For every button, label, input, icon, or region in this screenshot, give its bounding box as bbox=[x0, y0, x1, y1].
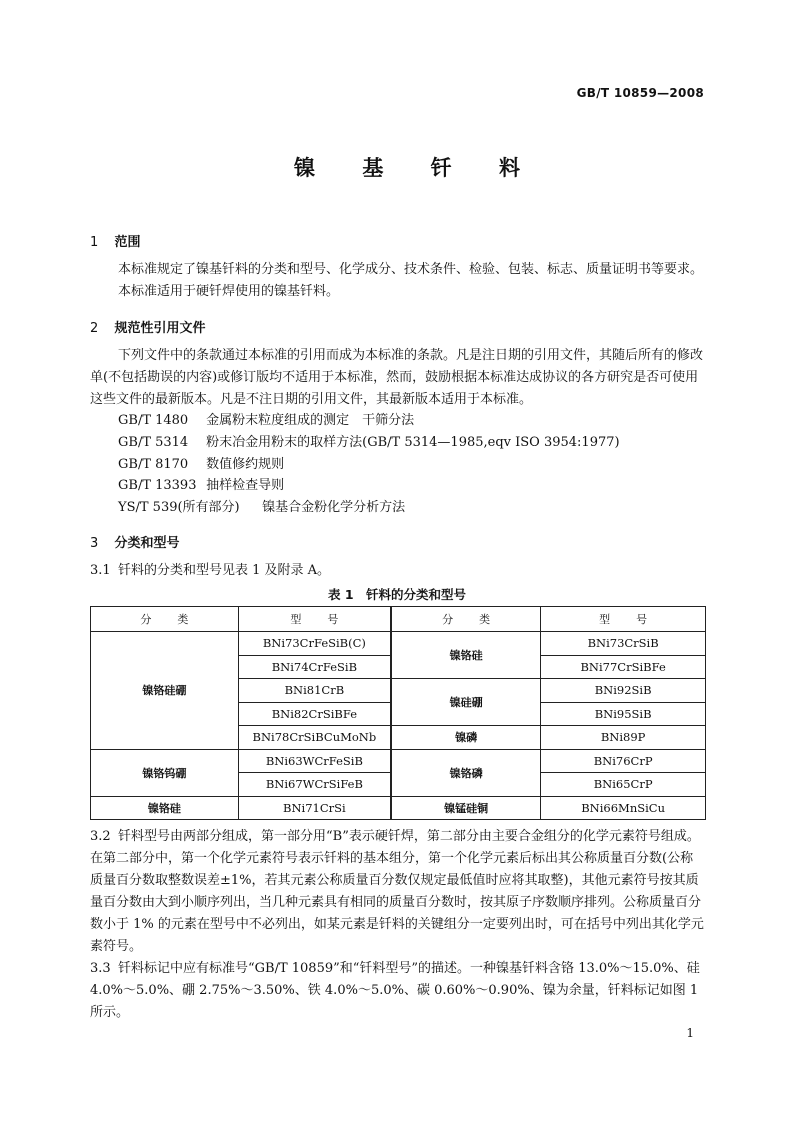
ref-item bbox=[118, 497, 405, 518]
category-cell: 镍锰硅铜 bbox=[391, 796, 541, 820]
model-cell: BNi66MnSiCu bbox=[541, 796, 706, 820]
model-cell: BNi95SiB bbox=[541, 702, 706, 726]
model-cell: BNi81CrB bbox=[238, 679, 391, 703]
col-header-category: 分类 bbox=[91, 607, 239, 632]
model-cell: BNi76CrP bbox=[541, 749, 706, 773]
clause-text: 钎料型号由两部分组成，第一部分用“B”表示硬钎焊，第二部分由主要合金组分的化学元素符号组成。在第二部分中，第一个化学元素符号表示钎料的基本组分，第一个化学元素后标出其公称质量百分数(公称质量百分数取整数误差±1%，若其元素公称质量百分数仅规定最低值时应将其取整)，其他元素符号按其质量百分数由大到小顺序列出，当几种元素具有相同的质量百分数时，按其原子序数顺序排列。公称质量百分数小于 1% 的元素在型号中不必列出，如某元素是钎料的关键组分一定要列出时，可在括号中列出其化学元素符号。 bbox=[90, 829, 704, 954]
category-cell: 镍磷 bbox=[391, 726, 541, 750]
col-header-model: 型号 bbox=[238, 607, 391, 632]
ref-item bbox=[118, 410, 414, 431]
category-cell: 镍硅硼 bbox=[391, 679, 541, 726]
clause-number: 3.3 bbox=[90, 961, 111, 976]
table-1-caption: 表 1 钎料的分类和型号 bbox=[327, 587, 467, 602]
table-row bbox=[91, 796, 706, 820]
ref-name: 粉末冶金用粉末的取样方法(GB/T 5314—1985,eqv ISO 3954:1977) bbox=[206, 435, 620, 450]
model-cell: BNi71CrSi bbox=[238, 796, 391, 820]
model-cell: BNi82CrSiBFe bbox=[238, 702, 391, 726]
category-cell: 镍铬磷 bbox=[391, 749, 541, 796]
clause-3-2 bbox=[90, 826, 706, 958]
ref-name: 抽样检查导则 bbox=[206, 478, 285, 493]
model-cell: BNi77CrSiBFe bbox=[541, 655, 706, 679]
model-cell: BNi73CrFeSiB(C) bbox=[238, 632, 391, 656]
ref-name: 金属粉末粒度组成的测定 干筛分法 bbox=[206, 413, 415, 428]
section-2-intro: 下列文件中的条款通过本标准的引用而成为本标准的条款。凡是注日期的引用文件，其随后所有的修改单(不包括勘误的内容)或修订版均不适用于本标准，然而，鼓励根据本标准达成协议的各方研究是否可使用这些文件的最新版本。凡是不注日期的引用文件，其最新版本适用于本标准。 bbox=[90, 348, 704, 407]
model-cell: BNi73CrSiB bbox=[541, 632, 706, 656]
table-header-row bbox=[91, 607, 706, 632]
section-title: 规范性引用文件 bbox=[114, 321, 206, 336]
model-cell: BNi78CrSiBCuMoNb bbox=[238, 726, 391, 750]
clause-text: 钎料的分类和型号见表 1 及附录 A。 bbox=[118, 563, 331, 578]
section-number: 3 bbox=[90, 536, 99, 551]
clause-3-3 bbox=[90, 958, 706, 1024]
model-cell: BNi89P bbox=[541, 726, 706, 750]
clause-number: 3.1 bbox=[90, 563, 111, 578]
ref-item bbox=[118, 475, 284, 496]
document-title: 镍 基 钎 料 bbox=[294, 156, 540, 180]
clause-text: 钎料标记中应有标准号“GB/T 10859”和“钎料型号”的描述。一种镍基钎料含铬 13.0%～15.0%、硅 4.0%～5.0%、硼 2.75%～3.50%、铁 4.0%～5.0%、碳 0.60%～0.90%、镍为余量，钎料标记如图 1 所示。 bbox=[90, 961, 700, 1020]
ref-name: 镍基合金粉化学分析方法 bbox=[262, 500, 406, 515]
ref-item bbox=[118, 454, 284, 475]
table-row bbox=[91, 632, 706, 656]
section-title: 分类和型号 bbox=[114, 536, 180, 551]
ref-name: 数值修约规则 bbox=[206, 457, 285, 472]
section-3-heading bbox=[90, 532, 180, 551]
section-1-heading bbox=[90, 231, 141, 250]
section-number: 2 bbox=[90, 321, 99, 336]
clause-3-1 bbox=[90, 560, 706, 582]
ref-code: YS/T 539(所有部分) bbox=[118, 500, 240, 515]
section-1-para-2: 本标准适用于硬钎焊使用的镍基钎料。 bbox=[118, 284, 340, 299]
page-number: 1 bbox=[686, 1026, 694, 1040]
model-cell: BNi67WCrSiFeB bbox=[238, 773, 391, 797]
model-cell: BNi74CrFeSiB bbox=[238, 655, 391, 679]
classification-table bbox=[90, 606, 706, 820]
section-number: 1 bbox=[90, 235, 99, 250]
category-cell: 镍铬钨硼 bbox=[91, 749, 239, 796]
category-cell: 镍铬硅 bbox=[91, 796, 239, 820]
model-cell: BNi63WCrFeSiB bbox=[238, 749, 391, 773]
category-cell: 镍铬硅硼 bbox=[91, 632, 239, 750]
standard-code: GB/T 10859—2008 bbox=[576, 86, 704, 100]
ref-code: GB/T 5314 bbox=[118, 435, 189, 450]
clause-number: 3.2 bbox=[90, 829, 111, 844]
model-cell: BNi65CrP bbox=[541, 773, 706, 797]
col-header-model: 型号 bbox=[541, 607, 706, 632]
section-2-heading bbox=[90, 317, 206, 336]
table-row bbox=[91, 749, 706, 773]
category-cell: 镍铬硅 bbox=[391, 632, 541, 679]
model-cell: BNi92SiB bbox=[541, 679, 706, 703]
section-title: 范围 bbox=[114, 235, 141, 250]
col-header-category: 分类 bbox=[391, 607, 541, 632]
ref-code: GB/T 1480 bbox=[118, 413, 189, 428]
ref-item bbox=[118, 432, 620, 453]
ref-code: GB/T 13393 bbox=[118, 478, 197, 493]
ref-code: GB/T 8170 bbox=[118, 457, 189, 472]
section-1-para-1: 本标准规定了镍基钎料的分类和型号、化学成分、技术条件、检验、包装、标志、质量证明书等要求。 bbox=[118, 262, 704, 277]
